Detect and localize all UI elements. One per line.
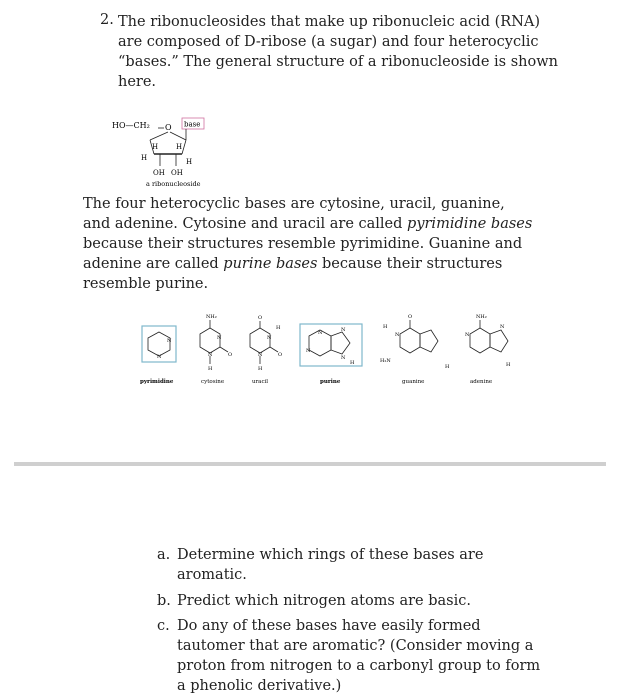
n-atom: N bbox=[306, 348, 311, 354]
n-atom: N bbox=[318, 330, 323, 336]
n-atom: N bbox=[500, 324, 505, 330]
h-label: H bbox=[141, 154, 148, 162]
n-atom: N bbox=[341, 327, 346, 333]
o-atom: O bbox=[408, 314, 413, 320]
guanine-ring-6 bbox=[400, 328, 420, 353]
n-atom: N bbox=[341, 355, 346, 361]
uracil-label: uracil bbox=[252, 379, 269, 385]
subquestion-label: c. bbox=[157, 618, 170, 634]
subquestion-c bbox=[157, 616, 547, 696]
bond bbox=[270, 347, 278, 352]
h-atom: H bbox=[350, 360, 355, 366]
o-atom: O bbox=[228, 352, 233, 358]
section-divider bbox=[14, 462, 606, 466]
n-atom: N bbox=[267, 335, 272, 341]
bond bbox=[182, 140, 186, 154]
h2n-label: H₂N bbox=[380, 358, 391, 364]
bases-figure bbox=[140, 312, 520, 392]
subquestion-label: b. bbox=[157, 593, 171, 609]
n-atom: N bbox=[258, 352, 263, 358]
h-atom: H bbox=[445, 364, 450, 370]
guanine-label: guanine bbox=[402, 379, 425, 385]
n-atom: N bbox=[157, 354, 162, 360]
subquestion-text: Determine which rings of these bases are aromatic. bbox=[177, 547, 484, 583]
n-atom: N bbox=[217, 335, 222, 341]
h-atom: H bbox=[258, 366, 263, 372]
bases-paragraph: The four heterocyclic bases are cytosine, uracil, guanine, and adenine. Cytosine and uracil are called pyrimidine bases because their structures resemble pyrimidine. Guanine and adenine are called purine bases because their structures resemble purine. bbox=[83, 196, 533, 292]
pyrimidine-label: pyrimidine bbox=[140, 379, 174, 385]
purine-term: purine bases bbox=[223, 256, 318, 272]
bond bbox=[220, 347, 228, 352]
purine-label: purine bbox=[320, 379, 341, 385]
h-atom: H bbox=[208, 366, 213, 372]
pyrimidine-term: pyrimidine bases bbox=[407, 216, 533, 232]
n-atom: N bbox=[395, 332, 400, 338]
subquestion-text: Predict which nitrogen atoms are basic. bbox=[177, 593, 471, 609]
h-label: H bbox=[176, 143, 183, 151]
cytosine-label: cytosine bbox=[201, 379, 225, 385]
oh-label: OH bbox=[171, 169, 183, 177]
h-atom: H bbox=[506, 362, 511, 368]
subquestion-b bbox=[157, 591, 547, 611]
bond bbox=[170, 132, 186, 140]
o-atom: O bbox=[258, 315, 263, 321]
n-atom: N bbox=[167, 338, 172, 344]
o-atom: O bbox=[278, 352, 283, 358]
subquestion-label: a. bbox=[157, 547, 171, 563]
subquestion-a bbox=[157, 545, 547, 585]
h-label: H bbox=[186, 158, 193, 166]
bond bbox=[150, 132, 168, 140]
ribonucleoside-structure bbox=[110, 112, 230, 192]
subquestion-text: Do any of these bases have easily formed tautomer that are aromatic? (Consider moving a proton from nitrogen to a carbonyl group to form a phenolic derivative.) bbox=[177, 618, 541, 694]
question-number: 2. bbox=[100, 12, 114, 28]
adenine-label: adenine bbox=[470, 379, 493, 385]
ho-ch2-label: HO—CH₂ bbox=[112, 121, 150, 130]
base-label: base bbox=[184, 120, 201, 129]
adenine-ring-6 bbox=[470, 328, 490, 353]
h-atom: H bbox=[383, 324, 388, 330]
question-intro: The ribonucleosides that make up ribonucleic acid (RNA) are composed of D-ribose (a sugar) and four heterocyclic “bases.” The general structure of a ribonucleoside is shown here. bbox=[118, 14, 558, 90]
pyrimidine-ring bbox=[148, 332, 170, 356]
h-atom: H bbox=[276, 325, 281, 331]
n-atom: N bbox=[208, 352, 213, 358]
nh2-label: NH₂ bbox=[476, 314, 487, 320]
n-atom: N bbox=[465, 332, 470, 338]
ribonucleoside-caption: a ribonucleoside bbox=[146, 180, 201, 188]
oh-label: OH bbox=[153, 169, 165, 177]
ring-oxygen: O bbox=[165, 123, 172, 132]
guanine-ring-5 bbox=[420, 330, 438, 352]
nh2-label: NH₂ bbox=[206, 314, 217, 320]
purine-ring-5 bbox=[331, 332, 350, 354]
h-label: H bbox=[152, 143, 159, 151]
adenine-ring-5 bbox=[490, 330, 508, 352]
